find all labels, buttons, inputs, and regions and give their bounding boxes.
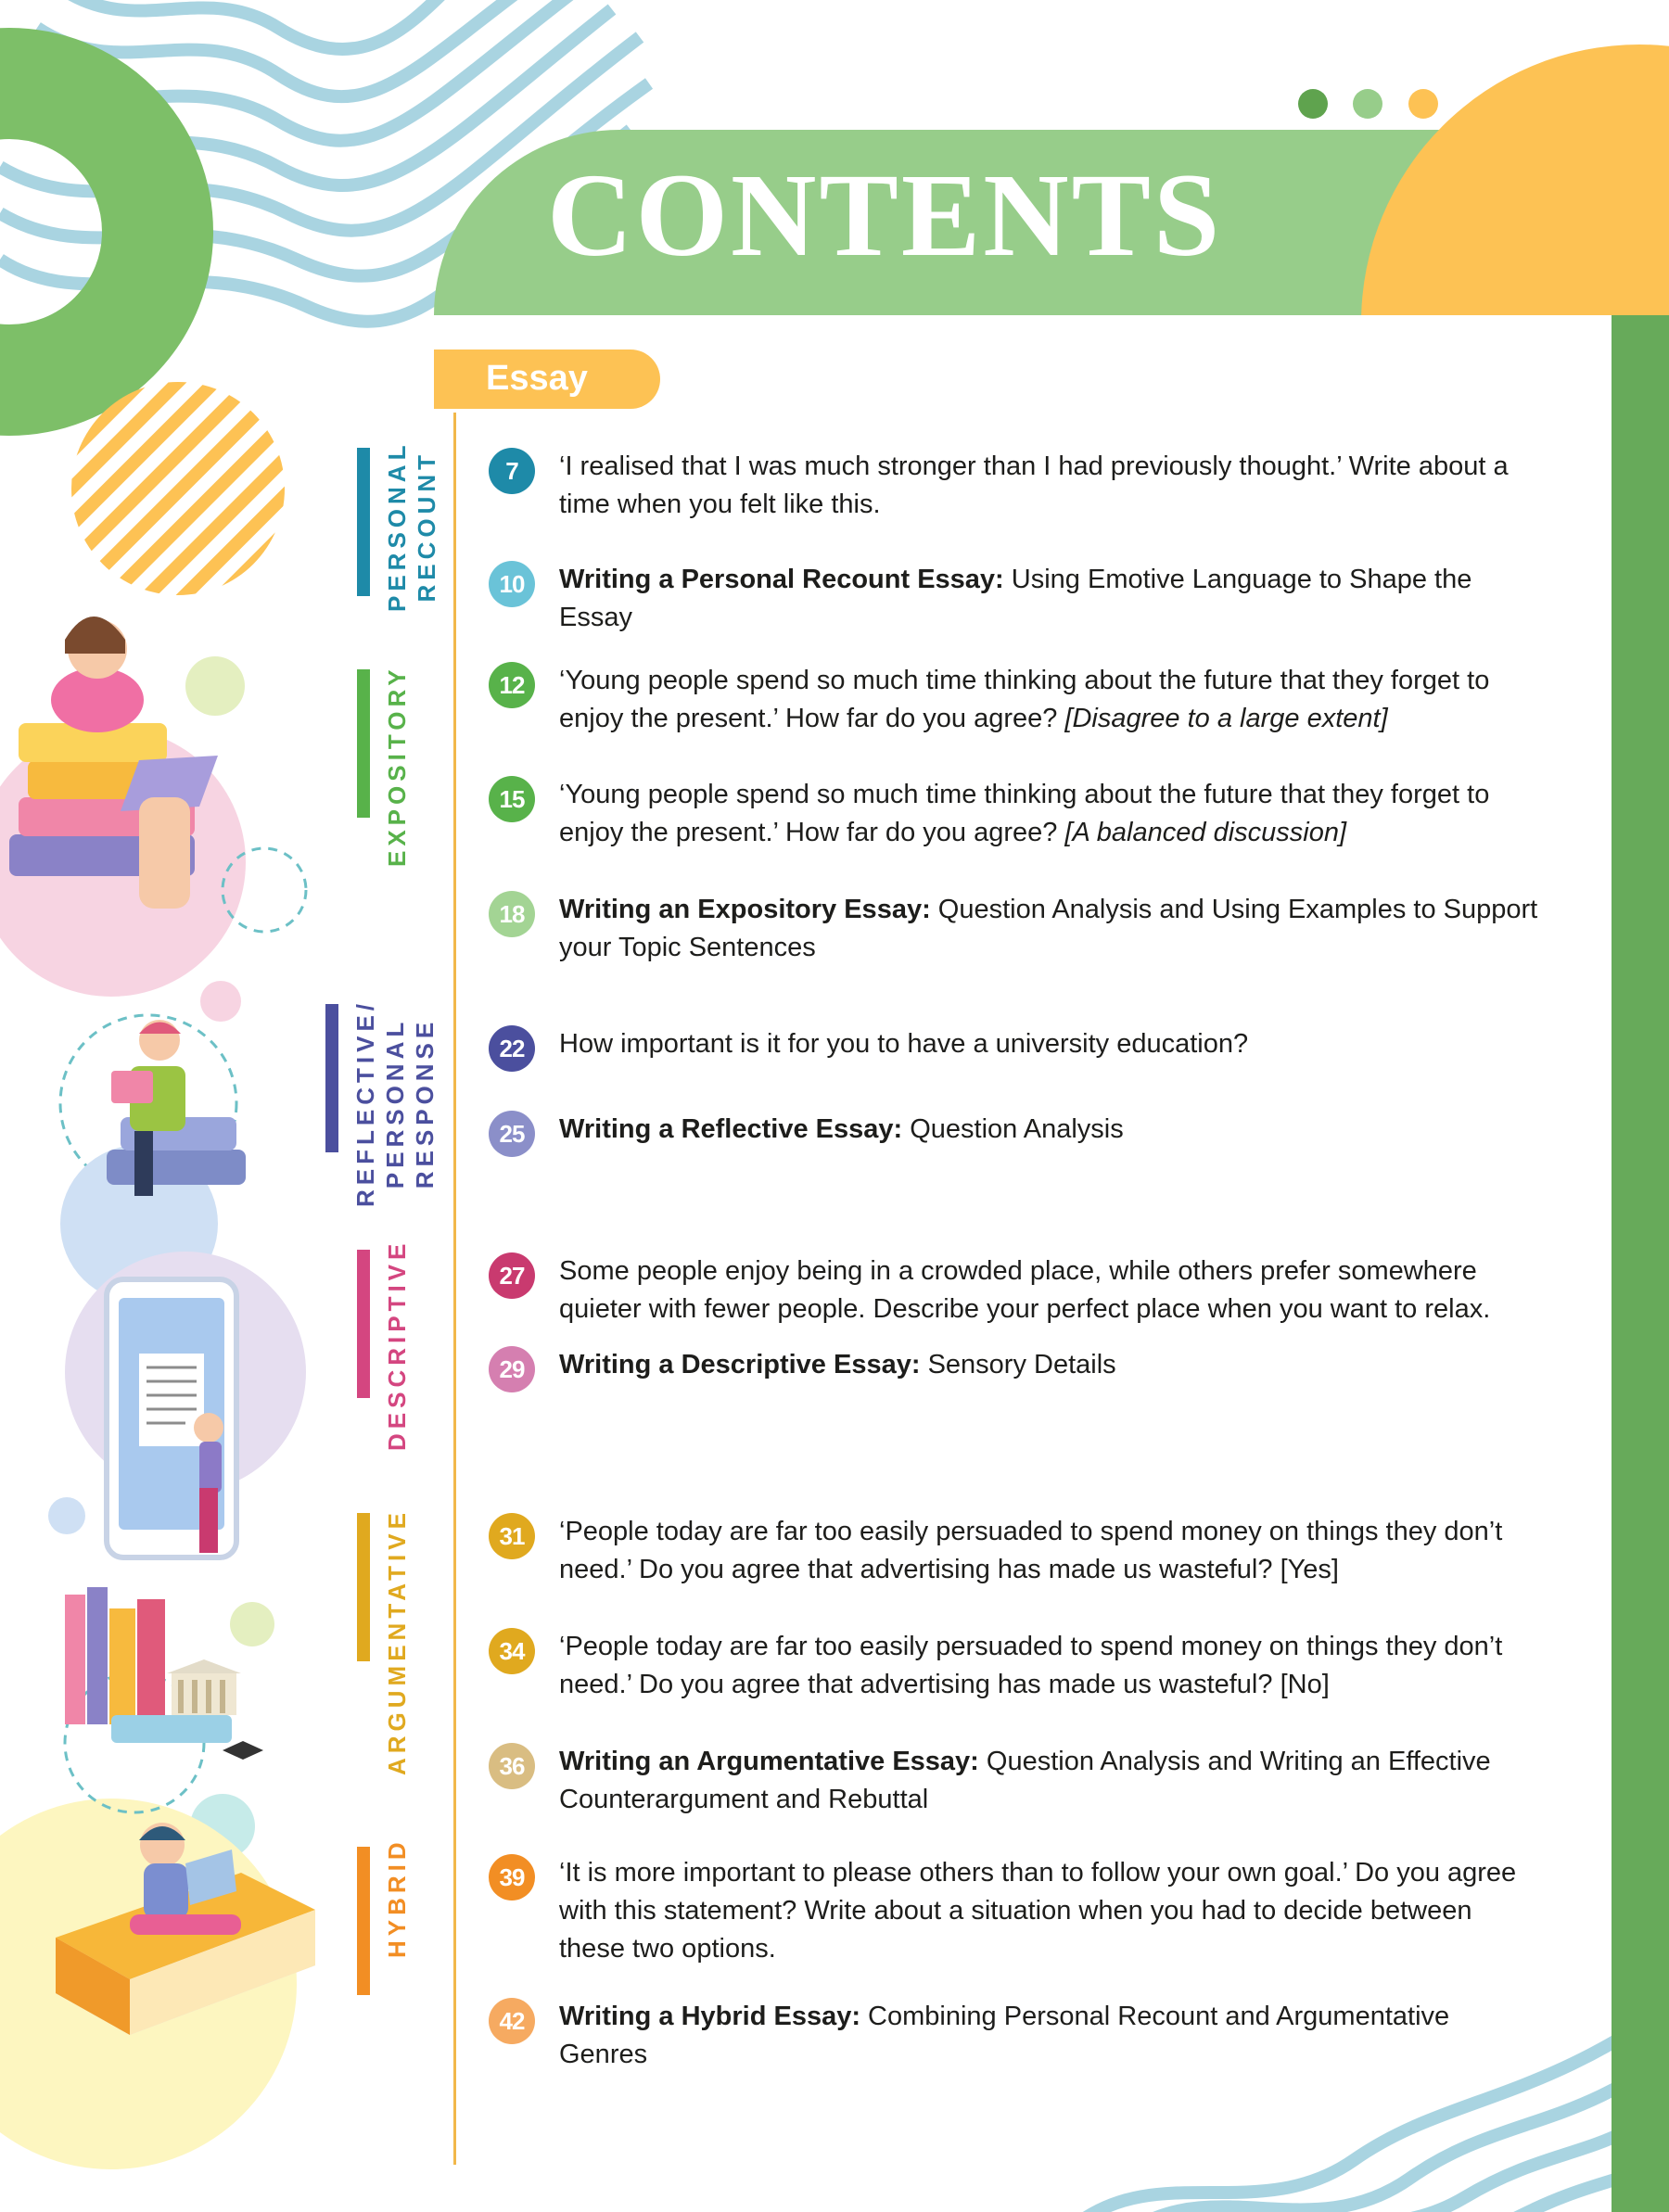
entry-text	[559, 1854, 1542, 1968]
entry-description: Combining Personal Recount and Argumentative Genres	[559, 2002, 1450, 2069]
page-number-badge: 22	[489, 1025, 535, 1072]
entry-heading: Writing an Expository Essay:	[559, 895, 931, 924]
entry-note: [Disagree to a large extent]	[1064, 704, 1388, 733]
category-label: ARGUMENTATIVE	[383, 1508, 411, 1775]
section-tag	[434, 350, 660, 409]
page-number-badge: 42	[489, 1998, 535, 2044]
category-bar	[357, 669, 370, 818]
category-bar	[325, 1004, 338, 1152]
entry-heading: Writing an Argumentative Essay:	[559, 1747, 979, 1776]
category-label: PERSONAL RECOUNT	[383, 440, 440, 612]
entry-description: Question Analysis	[902, 1114, 1124, 1144]
page-number-badge: 31	[489, 1513, 535, 1559]
section-tag-label: Essay	[486, 359, 588, 398]
entry-text	[559, 1743, 1542, 1819]
page-number-badge: 27	[489, 1252, 535, 1299]
page-number-badge: 34	[489, 1628, 535, 1674]
entry-text	[559, 1111, 1542, 1149]
category-bar	[357, 1847, 370, 1995]
page-number-badge: 36	[489, 1743, 535, 1789]
entry-note: [A balanced discussion]	[1064, 818, 1347, 847]
dot-2	[1353, 89, 1382, 119]
timeline-line	[453, 413, 456, 2165]
entry-description: How important is it for you to have a university education?	[559, 1029, 1249, 1059]
entry-text	[559, 1252, 1542, 1328]
entry-heading: Writing a Personal Recount Essay:	[559, 565, 1004, 594]
entry-text	[559, 662, 1542, 738]
dot-1	[1298, 89, 1328, 119]
reading-student-illustration	[107, 1020, 246, 1196]
entry-heading: Writing a Descriptive Essay:	[559, 1350, 921, 1379]
entry-description: ‘People today are far too easily persuaded to spend money on things they don’t need.’ Do you agree that advertising has made us wasteful? [No]	[559, 1632, 1503, 1699]
page-number-badge: 18	[489, 891, 535, 937]
right-green-bar	[1612, 315, 1669, 2212]
page-number-badge: 25	[489, 1111, 535, 1157]
entry-description: Question Analysis and Using Examples to Support your Topic Sentences	[559, 895, 1538, 962]
entry-description: ‘It is more important to please others than to follow your own goal.’ Do you agree with this statement? Write about a situation when you had to decide between these two options.	[559, 1858, 1517, 1964]
entry-text	[559, 891, 1542, 967]
category-label: REFLECTIVE/ PERSONAL RESPONSE	[351, 998, 439, 1207]
striped-circle	[71, 382, 285, 595]
entry-text	[559, 1998, 1542, 2074]
entry-description: ‘I realised that I was much stronger than I had previously thought.’ Write about a time when you felt like this.	[559, 451, 1509, 519]
phone-ebook-illustration	[107, 1279, 236, 1557]
page-number-badge: 12	[489, 662, 535, 708]
entry-text	[559, 1025, 1542, 1063]
category-bar	[357, 1513, 370, 1661]
entry-description: Question Analysis and Writing an Effective Counterargument and Rebuttal	[559, 1747, 1491, 1814]
entry-description: ‘Young people spend so much time thinking about the future that they forget to enjoy the present.’ How far do you agree?	[559, 780, 1490, 847]
student-laptop-illustration	[9, 617, 218, 909]
entry-description: Using Emotive Language to Shape the Essay	[559, 565, 1472, 632]
page-number-badge: 39	[489, 1854, 535, 1901]
entry-text	[559, 1513, 1542, 1589]
entry-text	[559, 448, 1542, 524]
page-number-badge: 15	[489, 776, 535, 822]
entry-heading: Writing a Reflective Essay:	[559, 1114, 903, 1144]
category-label: EXPOSITORY	[383, 665, 411, 867]
entry-description: Sensory Details	[920, 1350, 1116, 1379]
yellow-semicircle	[1361, 37, 1669, 315]
category-bar	[357, 448, 370, 596]
page-number-badge: 29	[489, 1346, 535, 1392]
entry-description: Some people enjoy being in a crowded place, while others prefer somewhere quieter with fewer people. Describe your perfect place when you want to relax.	[559, 1256, 1491, 1324]
dot-3	[1408, 89, 1438, 119]
entry-heading: Writing a Hybrid Essay:	[559, 2002, 860, 2031]
entry-description: ‘People today are far too easily persuaded to spend money on things they don’t need.’ Do you agree that advertising has made us wasteful? [Yes]	[559, 1517, 1503, 1584]
category-label: HYBRID	[383, 1837, 411, 1958]
entry-text	[559, 1628, 1542, 1704]
category-bar	[357, 1250, 370, 1398]
page-number-badge: 10	[489, 561, 535, 607]
entry-text	[559, 1346, 1542, 1384]
entry-description: ‘Young people spend so much time thinking about the future that they forget to enjoy the present.’ How far do you agree?	[559, 666, 1490, 733]
page-title: CONTENTS	[547, 149, 1223, 281]
entry-text	[559, 561, 1542, 637]
entry-text	[559, 776, 1542, 852]
category-label: DESCRIPTIVE	[383, 1239, 411, 1451]
page-number-badge: 7	[489, 448, 535, 494]
